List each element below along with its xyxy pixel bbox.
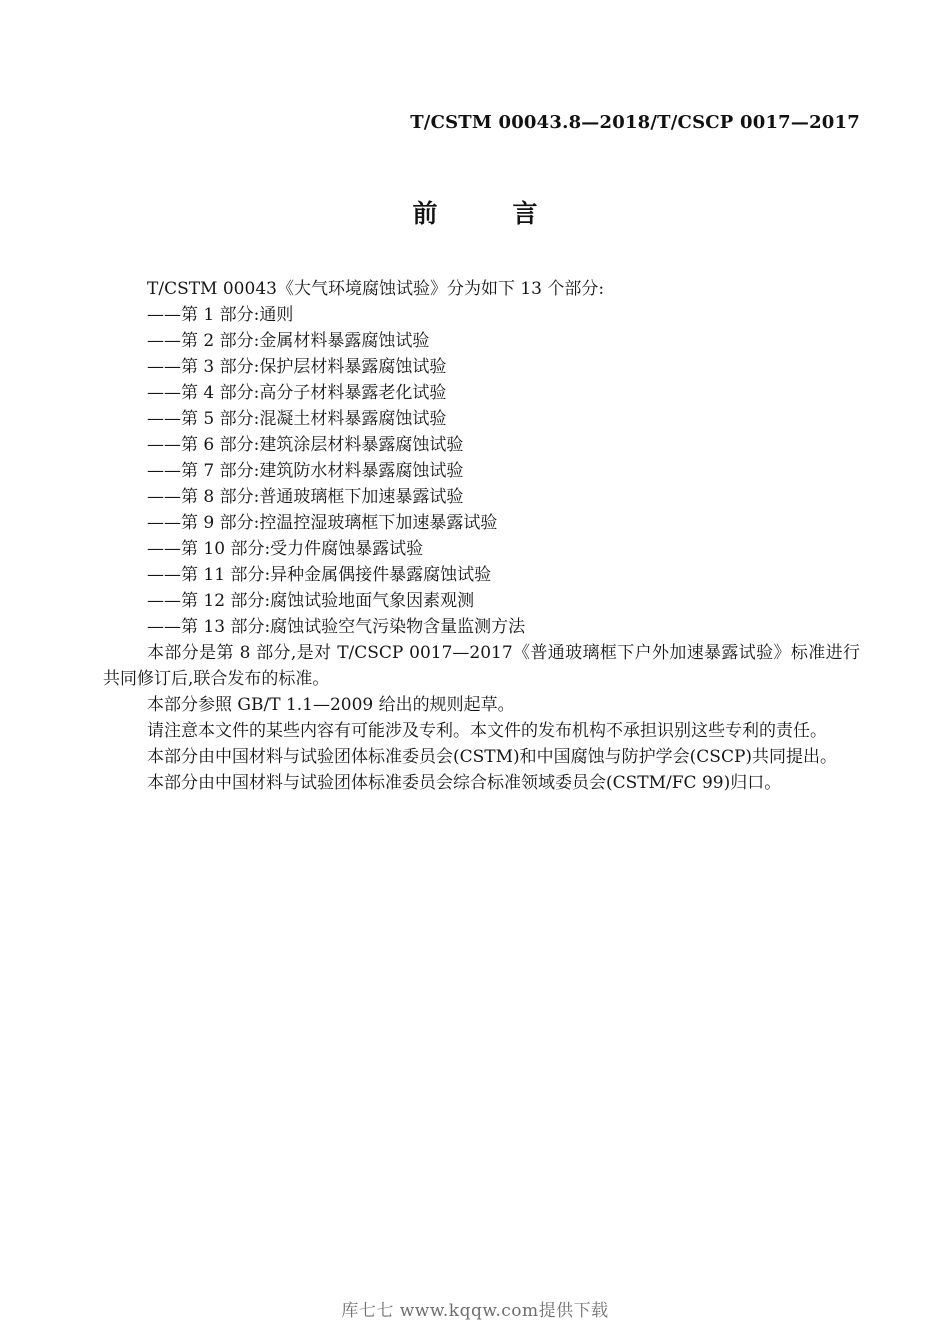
foreword-paragraph: 本部分由中国材料与试验团体标准委员会(CSTM)和中国腐蚀与防护学会(CSCP)共同提出。 xyxy=(147,747,838,767)
part-list-item: ——第 12 部分:腐蚀试验地面气象因素观测 xyxy=(147,591,475,611)
part-list-item: ——第 2 部分:金属材料暴露腐蚀试验 xyxy=(147,331,430,351)
foreword-body xyxy=(103,276,860,796)
page-title: 前 言 xyxy=(412,199,538,228)
standard-code-header: T/CSTM 00043.8—2018/T/CSCP 0017—2017 xyxy=(410,112,860,133)
foreword-paragraph: 请注意本文件的某些内容有可能涉及专利。本文件的发布机构不承担识别这些专利的责任。 xyxy=(147,721,827,741)
watermark-download-note: 库七七 www.kqqw.com提供下载 xyxy=(341,1301,609,1321)
intro-line: T/CSTM 00043《大气环境腐蚀试验》分为如下 13 个部分: xyxy=(147,279,605,299)
part-list-item: ——第 10 部分:受力件腐蚀暴露试验 xyxy=(147,539,424,559)
part-list-item: ——第 8 部分:普通玻璃框下加速暴露试验 xyxy=(147,487,464,507)
part-list-item: ——第 3 部分:保护层材料暴露腐蚀试验 xyxy=(147,357,447,377)
part-list-item: ——第 13 部分:腐蚀试验空气污染物含量监测方法 xyxy=(147,617,526,637)
foreword-paragraph: 本部分参照 GB/T 1.1—2009 给出的规则起草。 xyxy=(147,695,515,715)
part-list-item: ——第 5 部分:混凝土材料暴露腐蚀试验 xyxy=(147,409,447,429)
foreword-paragraph: 本部分是第 8 部分,是对 T/CSCP 0017—2017《普通玻璃框下户外加速暴露试验》标准进行共同修订后,联合发布的标准。 xyxy=(103,643,860,689)
part-list-item: ——第 4 部分:高分子材料暴露老化试验 xyxy=(147,383,447,403)
part-list-item: ——第 9 部分:控温控湿玻璃框下加速暴露试验 xyxy=(147,513,498,533)
part-list-item: ——第 6 部分:建筑涂层材料暴露腐蚀试验 xyxy=(147,435,464,455)
part-list-item: ——第 7 部分:建筑防水材料暴露腐蚀试验 xyxy=(147,461,464,481)
part-list-item: ——第 1 部分:通则 xyxy=(147,305,294,325)
part-list-item: ——第 11 部分:异种金属偶接件暴露腐蚀试验 xyxy=(147,565,492,585)
foreword-paragraph: 本部分由中国材料与试验团体标准委员会综合标准领域委员会(CSTM/FC 99)归口。 xyxy=(147,773,782,793)
